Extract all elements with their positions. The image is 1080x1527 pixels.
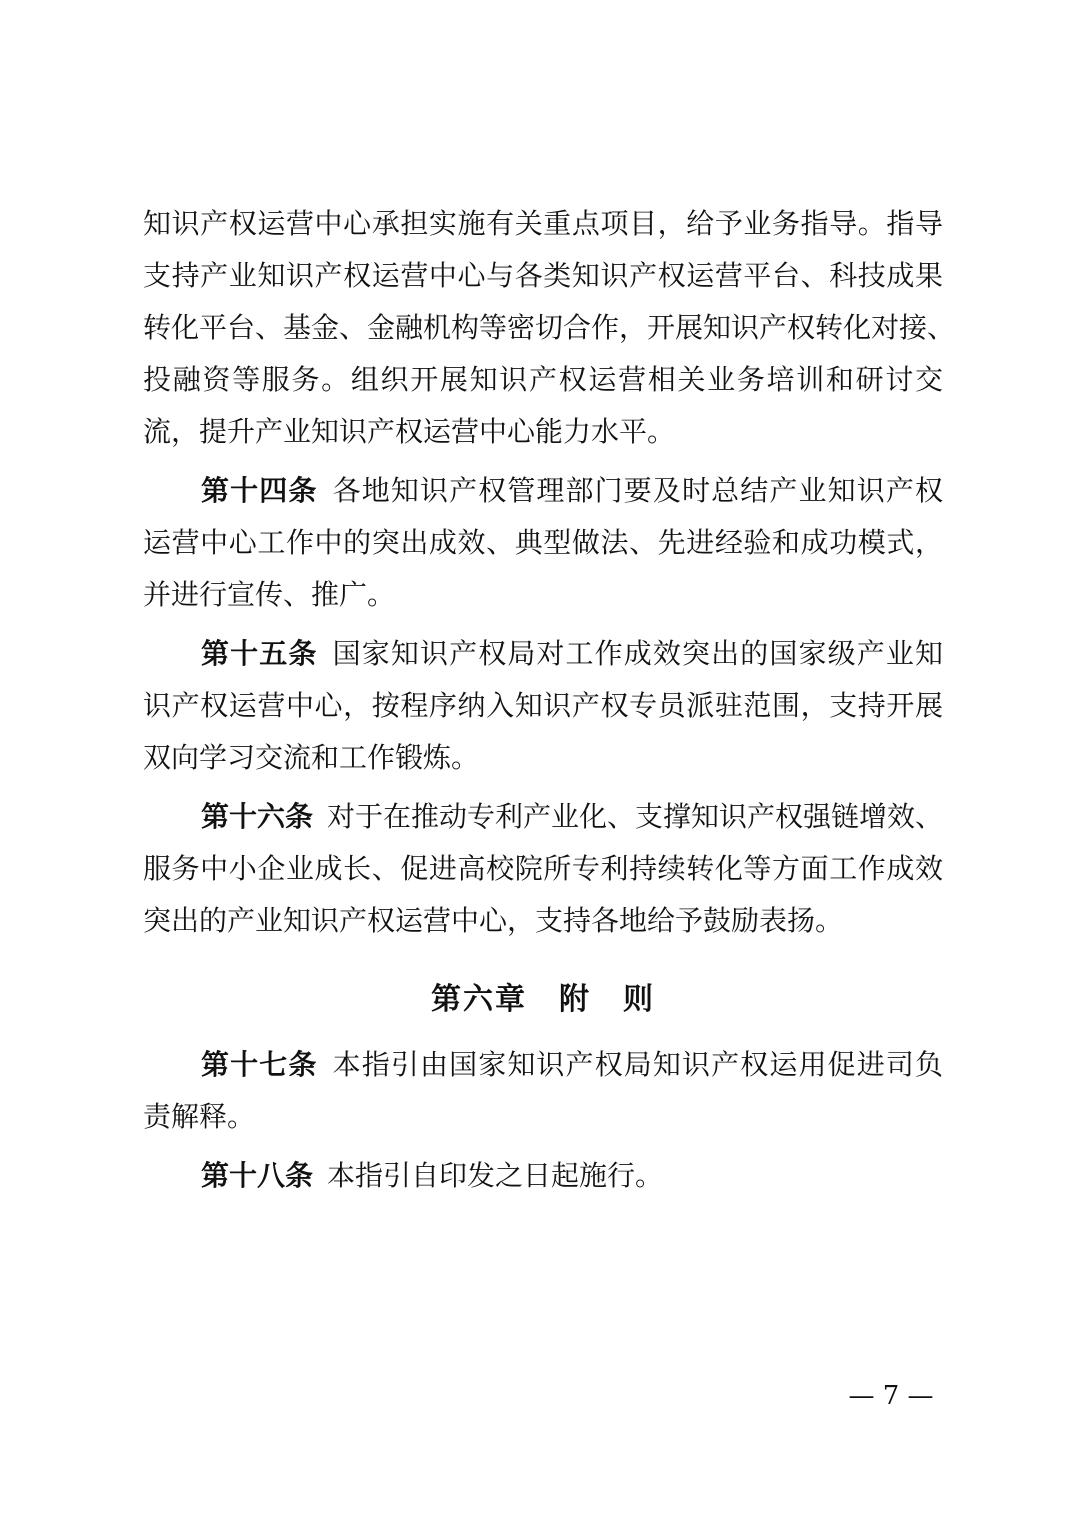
text-line: 知识产权运营中心承担实施有关重点项目，给予业务指导。指导: [143, 207, 943, 240]
text-line: 投融资等服务。组织开展知识产权运营相关业务培训和研讨交: [143, 363, 943, 396]
text-line: 运营中心工作中的突出成效、典型做法、先进经验和成功模式，: [143, 526, 943, 559]
paragraph-continuation: [143, 198, 956, 458]
article-label: 第十七条: [201, 1048, 318, 1081]
article-14: [143, 465, 943, 621]
article-text: 本指引自印发之日起施行。: [327, 1159, 664, 1192]
text-line: 识产权运营中心，按程序纳入知识产权专员派驻范围，支持开展: [143, 689, 943, 722]
text-line: [143, 791, 943, 843]
article-text: 本指引由国家知识产权局知识产权运用促进司负: [331, 1048, 943, 1081]
text-line: 支持产业知识产权运营中心与各类知识产权运营平台、科技成果: [143, 259, 943, 292]
text-line: 责解释。: [143, 1100, 256, 1133]
text-line: 服务中小企业成长、促进高校院所专利持续转化等方面工作成效: [143, 852, 943, 885]
text-line: 转化平台、基金、金融机构等密切合作，开展知识产权转化对接、: [143, 311, 956, 344]
text-line: [143, 465, 943, 517]
text-line: 并进行宣传、推广。: [143, 578, 396, 611]
article-text: 对于在推动专利产业化、支撑知识产权强链增效、: [327, 800, 944, 833]
article-18: [143, 1150, 943, 1202]
article-text: 国家知识产权局对工作成效突出的国家级产业知: [331, 637, 943, 670]
text-line: [143, 628, 943, 680]
text-line: 流，提升产业知识产权运营中心能力水平。: [143, 415, 676, 448]
text-line: [143, 1150, 943, 1202]
page-number: — 7 —: [848, 1381, 934, 1411]
article-16: [143, 791, 943, 947]
text-line: 双向学习交流和工作锻炼。: [143, 741, 480, 774]
article-text: 各地知识产权管理部门要及时总结产业知识产权: [331, 474, 943, 507]
article-label: 第十六条: [201, 800, 314, 833]
text-line: 突出的产业知识产权运营中心，支持各地给予鼓励表扬。: [143, 904, 844, 937]
article-17: [143, 1039, 943, 1143]
article-label: 第十四条: [201, 474, 318, 507]
document-body: [143, 198, 956, 1202]
text-line: [143, 1039, 943, 1091]
article-label: 第十八条: [201, 1159, 314, 1192]
article-label: 第十五条: [201, 637, 318, 670]
chapter-heading: 第六章 附 则: [431, 982, 655, 1017]
article-15: [143, 628, 943, 784]
